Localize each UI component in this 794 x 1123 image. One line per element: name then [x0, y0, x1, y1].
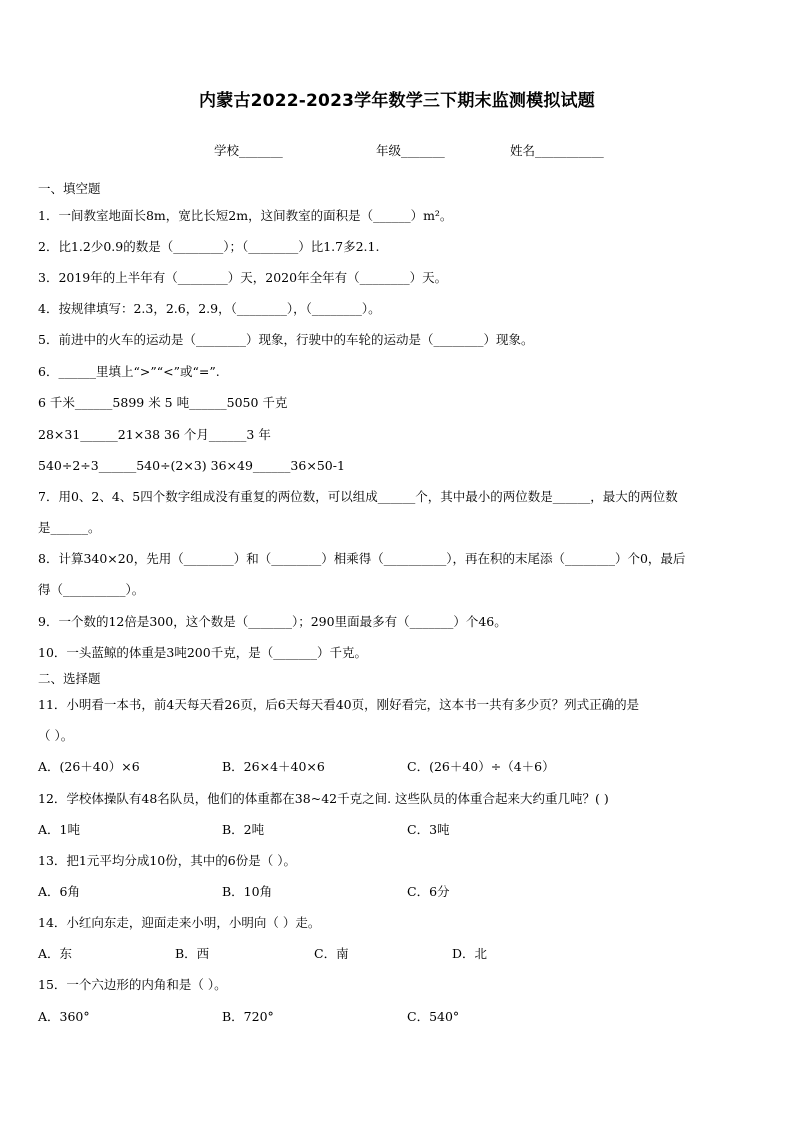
question-13-option-c: C．6分: [407, 884, 450, 899]
question-15-option-a: A．360°: [38, 1009, 90, 1024]
question-14: 14．小红向东走，迎面走来小明，小明向（ ）走。: [38, 915, 321, 930]
question-14-option-b: B．西: [175, 946, 210, 961]
question-15: 15．一个六边形的内角和是（ ）。: [38, 977, 227, 992]
question-13-option-a: A．6角: [38, 884, 80, 899]
question-11-option-c: C．(26＋40）÷（4＋6）: [407, 759, 555, 774]
section-fill-heading: 一、填空题: [38, 181, 101, 196]
name-field: 姓名___________: [510, 143, 604, 158]
question-14-option-c: C．南: [314, 946, 349, 961]
question-14-option-d: D．北: [452, 946, 488, 961]
section-choice-heading: 二、选择题: [38, 671, 101, 686]
question-12-option-b: B．2吨: [222, 822, 265, 837]
question-13: 13．把1元平均分成10份，其中的6份是（ ）。: [38, 853, 296, 868]
question-3: 3．2019年的上半年有（________）天，2020年全年有（________）天。: [38, 270, 448, 285]
question-13-option-b: B．10角: [222, 884, 273, 899]
question-12: 12．学校体操队有48名队员，他们的体重都在38~42千克之间. 这些队员的体重合起来大约重几吨？( ): [38, 791, 609, 806]
question-12-option-a: A．1吨: [38, 822, 80, 837]
question-15-option-c: C．540°: [407, 1009, 460, 1024]
question-11-option-b: B．26×4＋40×6: [222, 759, 325, 774]
question-14-option-a: A．东: [38, 946, 73, 961]
question-12-option-c: C．3吨: [407, 822, 450, 837]
question-6: 6．______里填上“>”“<”或“=”.: [38, 364, 220, 379]
school-field: 学校_______: [214, 143, 283, 158]
question-15-option-b: B．720°: [222, 1009, 274, 1024]
question-8-line-1: 8．计算340×20，先用（________）和（________）相乘得（__________），再在积的末尾添（________）个0，最后: [38, 551, 686, 566]
question-6-row-1: 6 千米______5899 米 5 吨______5050 千克: [38, 395, 288, 410]
question-11-paren: （ ）。: [38, 728, 74, 743]
question-6-row-3: 540÷2÷3______540÷(2×3) 36×49______36×50-1: [38, 458, 345, 473]
question-1: 1．一间教室地面长8m，宽比长短2m，这间教室的面积是（______）m²。: [38, 208, 453, 223]
question-9: 9．一个数的12倍是300，这个数是（_______）；290里面最多有（_______）个46。: [38, 614, 507, 629]
page-title: 内蒙古2022-2023学年数学三下期末监测模拟试题: [199, 91, 595, 111]
question-11: 11．小明看一本书，前4天每天看26页，后6天每天看40页，刚好看完，这本书一共有多少页？列式正确的是: [38, 697, 640, 712]
question-8-line-2: 得（__________）。: [38, 582, 145, 597]
grade-field: 年级_______: [376, 143, 445, 158]
question-5: 5．前进中的火车的运动是（________）现象，行驶中的车轮的运动是（________）现象。: [38, 332, 534, 347]
question-7-line-1: 7．用0、2、4、5四个数字组成没有重复的两位数，可以组成______个，其中最小的两位数是______，最大的两位数: [38, 489, 678, 504]
question-6-row-2: 28×31______21×38 36 个月______3 年: [38, 427, 271, 442]
question-11-option-a: A．(26＋40）×6: [38, 759, 140, 774]
question-2: 2．比1.2少0.9的数是（________）；（________）比1.7多2.1.: [38, 239, 380, 254]
question-4: 4．按规律填写：2.3，2.6，2.9，（________），（________）。: [38, 301, 381, 316]
question-10: 10．一头蓝鲸的体重是3吨200千克，是（_______）千克。: [38, 645, 367, 660]
question-7-line-2: 是______。: [38, 520, 101, 535]
